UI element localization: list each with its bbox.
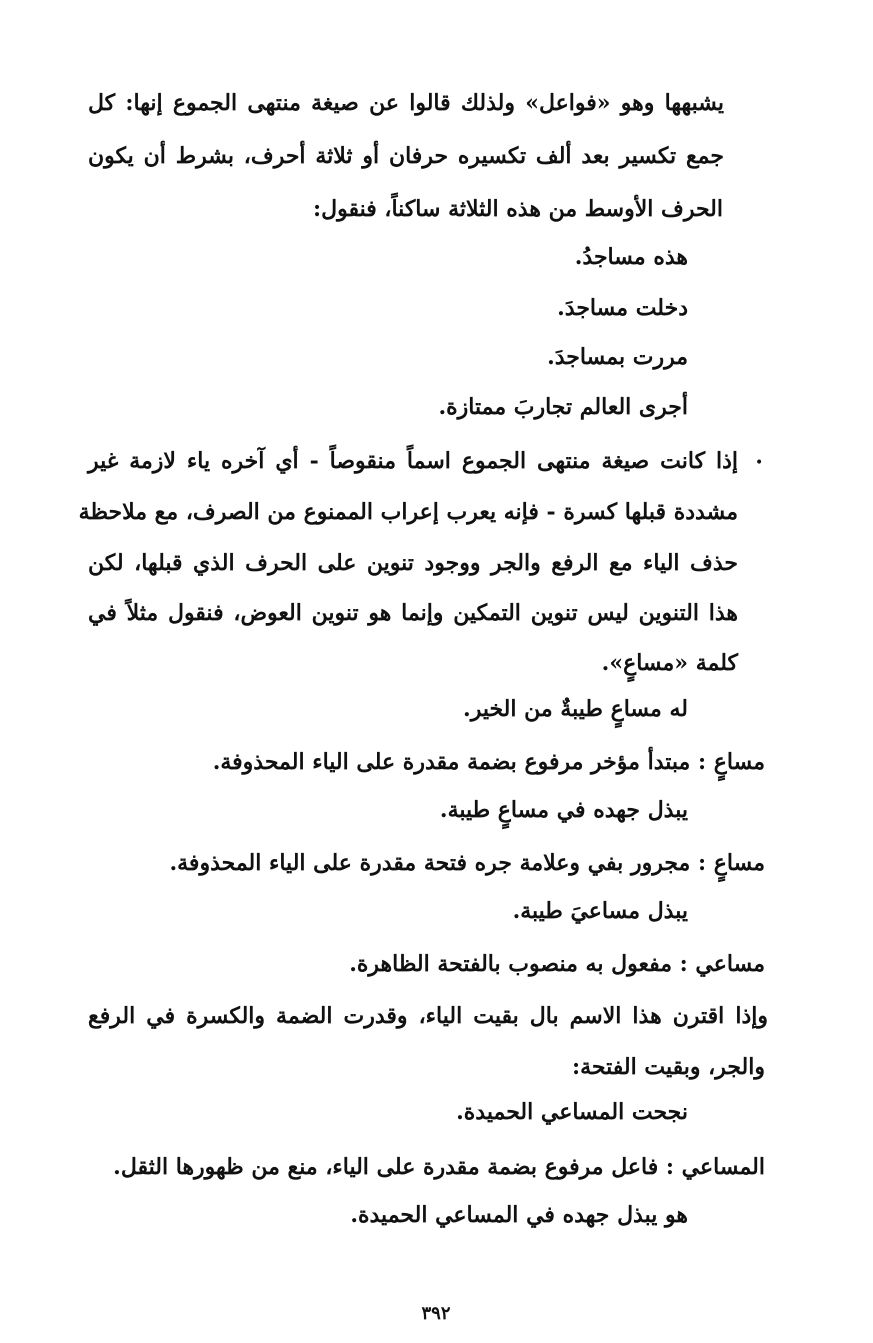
text-line-9: مشددة قبلها كسرة - فإنه يعرب إعراب الممنوع من الصرف، مع ملاحظة — [78, 499, 738, 525]
example-line-7: يبذل مساعيَ طيبة. — [512, 898, 688, 924]
example-line-6: يبذل جهده في مساعٍ طيبة. — [439, 797, 688, 823]
text-line-20: والجر، وبقيت الفتحة: — [571, 1054, 765, 1080]
parse-line-2: مساعٍ : مجرور بفي وعلامة جره فتحة مقدرة على الياء المحذوفة. — [169, 850, 765, 876]
example-line-8: نجحت المساعي الحميدة. — [456, 1099, 688, 1125]
bullet-point: • — [755, 455, 764, 471]
parse-line-1: مساعٍ : مبتدأ مؤخر مرفوع بضمة مقدرة على الياء المحذوفة. — [212, 749, 765, 775]
example-line-2: دخلت مساجدَ. — [557, 295, 688, 321]
page-number: ٣٩٢ — [421, 1303, 451, 1324]
parse-line-4: المساعي : فاعل مرفوع بضمة مقدرة على الياء، منع من ظهورها الثقل. — [113, 1154, 765, 1180]
example-line-3: مررت بمساجدَ. — [547, 344, 688, 370]
text-line-8: إذا كانت صيغة منتهى الجموع اسماً منقوصاً - أي آخره ياء لازمة غير — [88, 448, 738, 474]
text-line-3: الحرف الأوسط من هذه الثلاثة ساكناً، فنقول: — [312, 196, 723, 222]
text-line-19: وإذا اقترن هذا الاسم بال بقيت الياء، وقدرت الضمة والكسرة في الرفع — [88, 1003, 768, 1029]
example-line-4: أجرى العالم تجاربَ ممتازة. — [438, 394, 688, 420]
text-line-10: حذف الياء مع الرفع والجر ووجود تنوين على الحرف الذي قبلها، لكن — [88, 550, 738, 576]
text-line-11: هذا التنوين ليس تنوين التمكين وإنما هو تنوين العوض، فنقول مثلاً في — [88, 600, 738, 626]
example-line-9: هو يبذل جهده في المساعي الحميدة. — [350, 1202, 688, 1228]
text-line-1: يشبهها وهو «فواعل» ولذلك قالوا عن صيغة منتهى الجموع إنها: كل — [88, 90, 724, 116]
parse-line-3: مساعي : مفعول به منصوب بالفتحة الظاهرة. — [349, 951, 765, 977]
example-line-5: له مساعٍ طيبةٌ من الخير. — [463, 696, 688, 722]
example-line-1: هذه مساجدُ. — [574, 244, 688, 270]
text-line-2: جمع تكسير بعد ألف تكسيره حرفان أو ثلاثة أحرف، بشرط أن يكون — [88, 143, 724, 169]
text-line-12: كلمة «مساعٍ». — [601, 650, 738, 676]
